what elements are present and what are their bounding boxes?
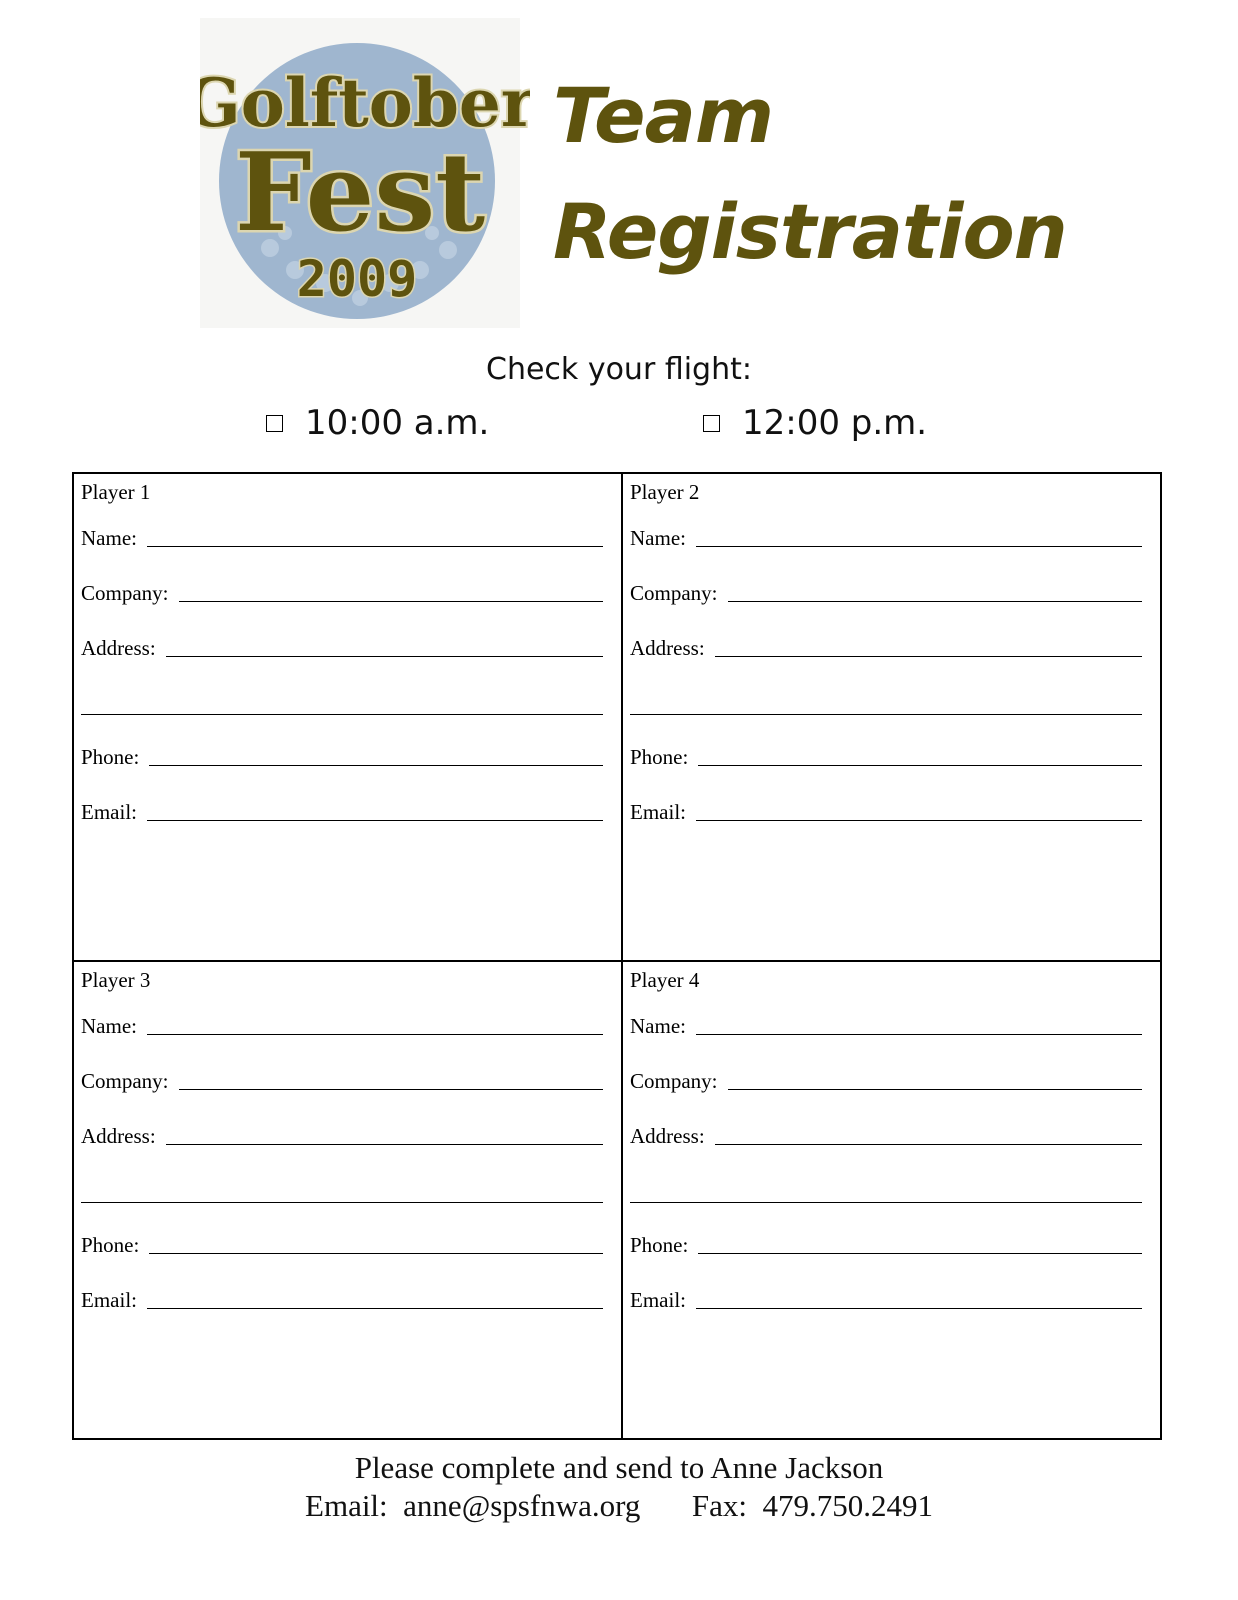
player-4-phone-field [630, 1233, 1142, 1258]
name-label: Name: [81, 526, 137, 550]
player-3-email-field [81, 1288, 603, 1313]
phone-label: Phone: [81, 1233, 140, 1257]
player-2-address-line-2[interactable] [630, 714, 1142, 715]
flight-option-1[interactable] [266, 403, 489, 443]
player-2-email-field [630, 800, 1142, 825]
player-4-address-line-2[interactable] [630, 1202, 1142, 1203]
player-2-phone-input[interactable] [698, 764, 1142, 766]
player-2-company-input[interactable] [728, 600, 1143, 602]
player-3-address-line-2[interactable] [81, 1202, 603, 1203]
player-4-company-input[interactable] [728, 1088, 1143, 1090]
player-3-name-field [81, 1014, 603, 1039]
player-4-box [623, 962, 1160, 1438]
player-1-box [74, 474, 623, 962]
logo-line1: Golftober [200, 64, 530, 142]
phone-label: Phone: [630, 1233, 689, 1257]
player-2-title: Player 2 [630, 480, 700, 504]
golf-ball-icon [200, 18, 530, 338]
player-1-phone-field [81, 745, 603, 770]
player-1-address-input[interactable] [166, 655, 603, 657]
footer-fax: 479.750.2491 [762, 1488, 933, 1523]
name-label: Name: [630, 526, 686, 550]
player-2-address-input[interactable] [715, 655, 1142, 657]
player-3-box [74, 962, 623, 1438]
player-4-phone-input[interactable] [698, 1252, 1142, 1254]
golftober-fest-logo [200, 18, 530, 338]
phone-label: Phone: [81, 745, 140, 769]
player-2-phone-field [630, 745, 1142, 770]
player-3-phone-field [81, 1233, 603, 1258]
footer-instructions: Please complete and send to Anne Jackson [354, 1450, 884, 1485]
flight-option-2[interactable] [703, 403, 927, 443]
footer-contact [0, 1488, 1238, 1524]
title-line2: Registration [553, 187, 1067, 276]
logo-year: 2009 [296, 250, 418, 308]
footer-email-label: Email: [305, 1488, 388, 1523]
player-1-name-field [81, 526, 603, 551]
player-4-name-field [630, 1014, 1142, 1039]
player-1-name-input[interactable] [147, 545, 603, 547]
flight-heading: Check your flight: [486, 352, 752, 387]
company-label: Company: [81, 1069, 169, 1093]
player-4-email-field [630, 1288, 1142, 1313]
player-1-company-field [81, 581, 603, 606]
address-label: Address: [81, 636, 156, 660]
player-3-phone-input[interactable] [149, 1252, 603, 1254]
player-3-email-input[interactable] [147, 1307, 603, 1309]
player-4-title: Player 4 [630, 968, 700, 992]
title-line1: Team [553, 71, 774, 160]
player-2-name-input[interactable] [696, 545, 1142, 547]
player-1-phone-input[interactable] [149, 764, 603, 766]
flight-checkbox-1[interactable] [266, 415, 283, 432]
players-grid [72, 472, 1162, 1440]
player-3-address-input[interactable] [166, 1143, 603, 1145]
player-1-email-input[interactable] [147, 819, 603, 821]
email-label: Email: [81, 800, 137, 824]
phone-label: Phone: [630, 745, 689, 769]
player-1-address-field [81, 636, 603, 661]
player-1-address-line-2[interactable] [81, 714, 603, 715]
player-4-company-field [630, 1069, 1142, 1094]
company-label: Company: [630, 1069, 718, 1093]
player-2-email-input[interactable] [696, 819, 1142, 821]
address-label: Address: [81, 1124, 156, 1148]
flight-option-2-label: 12:00 p.m. [742, 403, 928, 443]
email-label: Email: [630, 800, 686, 824]
player-2-name-field [630, 526, 1142, 551]
footer-email[interactable]: anne@spsfnwa.org [403, 1488, 641, 1523]
player-4-address-field [630, 1124, 1142, 1149]
email-label: Email: [630, 1288, 686, 1312]
company-label: Company: [81, 581, 169, 605]
player-1-company-input[interactable] [179, 600, 604, 602]
player-3-address-field [81, 1124, 603, 1149]
player-4-address-input[interactable] [715, 1143, 1142, 1145]
company-label: Company: [630, 581, 718, 605]
player-2-box [623, 474, 1160, 962]
player-3-name-input[interactable] [147, 1033, 603, 1035]
flight-checkbox-2[interactable] [703, 415, 720, 432]
player-4-email-input[interactable] [696, 1307, 1142, 1309]
player-2-address-field [630, 636, 1142, 661]
player-3-company-input[interactable] [179, 1088, 604, 1090]
address-label: Address: [630, 1124, 705, 1148]
player-3-title: Player 3 [81, 968, 151, 992]
player-1-title: Player 1 [81, 480, 151, 504]
player-1-email-field [81, 800, 603, 825]
logo-line2: Fest [234, 130, 486, 256]
name-label: Name: [81, 1014, 137, 1038]
flight-option-1-label: 10:00 a.m. [305, 403, 490, 443]
page-title [553, 58, 1067, 290]
footer-fax-label: Fax: [691, 1488, 747, 1523]
player-2-company-field [630, 581, 1142, 606]
email-label: Email: [81, 1288, 137, 1312]
player-4-name-input[interactable] [696, 1033, 1142, 1035]
address-label: Address: [630, 636, 705, 660]
player-3-company-field [81, 1069, 603, 1094]
name-label: Name: [630, 1014, 686, 1038]
